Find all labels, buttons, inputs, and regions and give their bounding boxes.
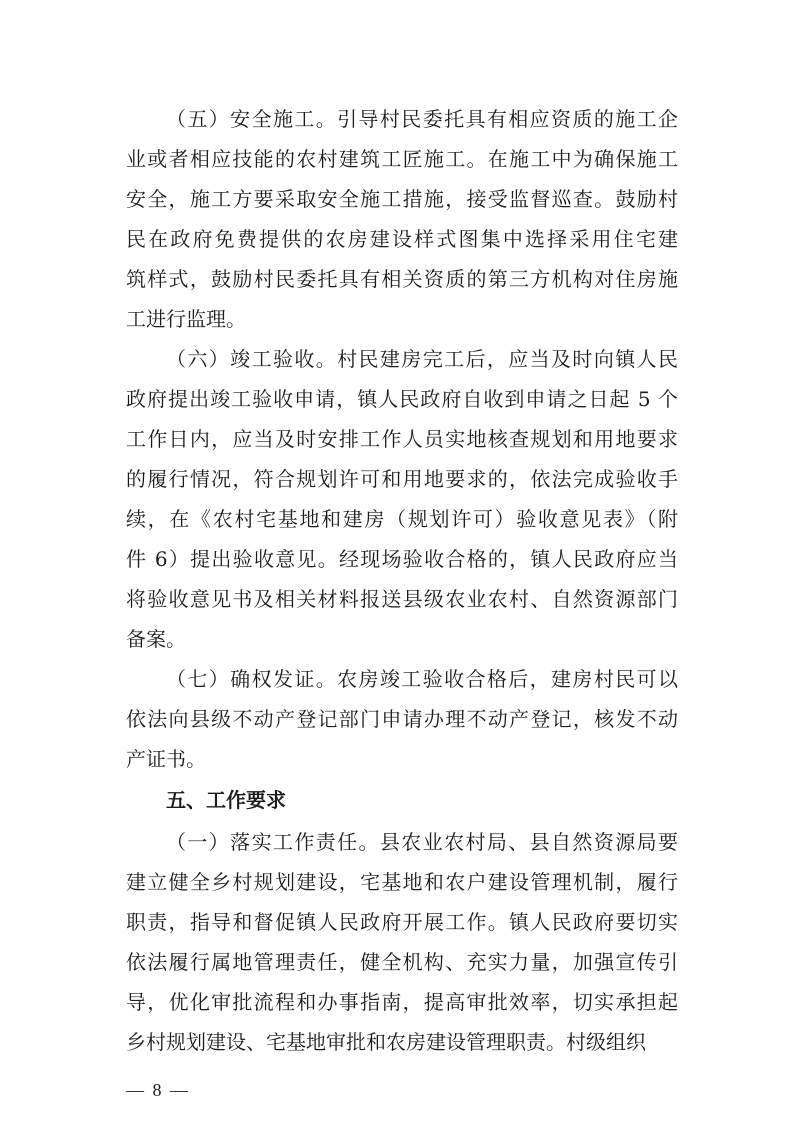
paragraph-line: （六）竣工验收。村民建房完工后，应当及时向镇人民	[166, 347, 678, 371]
paragraph-line: 业或者相应技能的农村建筑工匠施工。在施工中为确保施工	[126, 147, 678, 171]
paragraph-line: 工进行监理。	[126, 307, 246, 331]
paragraph-line: 筑样式，鼓励村民委托具有相关资质的第三方机构对住房施	[126, 267, 678, 291]
paragraph-line: 将验收意见书及相关材料报送县级农业农村、自然资源部门	[126, 587, 678, 611]
paragraph-line: 民在政府免费提供的农房建设样式图集中选择采用住宅建	[126, 227, 678, 251]
paragraph-line: 备案。	[126, 627, 186, 651]
section-heading: 五、工作要求	[166, 788, 286, 812]
paragraph-line: 续，在《农村宅基地和建房（规划许可）验收意见表》（附	[126, 507, 678, 531]
paragraph-line: （七）确权发证。农房竣工验收合格后，建房村民可以	[166, 667, 678, 691]
paragraph-line: 工作日内，应当及时安排工作人员实地核查规划和用地要求	[126, 427, 678, 451]
paragraph-line: 件 6）提出验收意见。经现场验收合格的，镇人民政府应当	[126, 547, 678, 571]
paragraph-line: 导，优化审批流程和办事指南，提高审批效率，切实承担起	[126, 990, 678, 1014]
page-number: — 8 —	[126, 1080, 190, 1100]
paragraph-line: 依法履行属地管理责任，健全机构、充实力量，加强宣传引	[126, 950, 678, 974]
paragraph-line: 乡村规划建设、宅基地审批和农房建设管理职责。村级组织	[126, 1030, 646, 1054]
paragraph-line: 建立健全乡村规划建设，宅基地和农户建设管理机制，履行	[126, 870, 678, 894]
paragraph-line: 安全，施工方要采取安全施工措施，接受监督巡查。鼓励村	[126, 187, 678, 211]
paragraph-line: 政府提出竣工验收申请，镇人民政府自收到申请之日起 5 个	[126, 387, 678, 411]
paragraph-line: （五）安全施工。引导村民委托具有相应资质的施工企	[166, 107, 678, 131]
paragraph-line: 依法向县级不动产登记部门申请办理不动产登记，核发不动	[126, 707, 678, 731]
paragraph-line: 职责，指导和督促镇人民政府开展工作。镇人民政府要切实	[126, 910, 678, 934]
paragraph-line: 的履行情况，符合规划许可和用地要求的，依法完成验收手	[126, 467, 678, 491]
paragraph-line: （一）落实工作责任。县农业农村局、县自然资源局要	[166, 830, 678, 854]
paragraph-line: 产证书。	[126, 747, 206, 771]
